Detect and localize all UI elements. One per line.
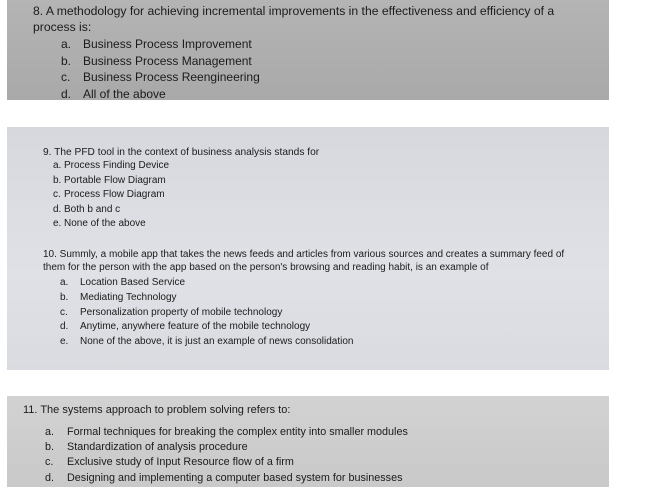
option-text: None of the above, it is just an example of news consolidation xyxy=(80,336,354,348)
question-8-card xyxy=(7,0,609,100)
option-text: Mediating Technology xyxy=(80,291,177,303)
question-10-options xyxy=(60,276,354,350)
option-item xyxy=(60,306,354,321)
option-letter: d. xyxy=(60,321,69,333)
option-item xyxy=(53,174,169,189)
question-9-options xyxy=(53,159,169,232)
option-letter: b. xyxy=(61,53,72,68)
option-item xyxy=(60,320,354,335)
option-letter: a. xyxy=(60,277,69,288)
option-text: Personalization property of mobile technology xyxy=(80,306,283,318)
option-item xyxy=(45,425,408,440)
option-text: Process Flow Diagram xyxy=(64,189,165,201)
option-text: Formal techniques for breaking the complex entity into smaller modules xyxy=(67,426,408,438)
option-item xyxy=(45,440,408,455)
option-text: Location Based Service xyxy=(80,277,186,288)
option-item xyxy=(45,471,408,486)
option-letter: d. xyxy=(45,471,55,484)
option-text: Standardization of analysis procedure xyxy=(67,441,248,454)
question-10-text: 10. Summly, a mobile app that takes the news feeds and articles from various sources and creates a summary feed of them for the person with the app based on the person's browsing and reading habit, is an example of xyxy=(43,249,565,273)
question-8-text: 8. A methodology for achieving incremental improvements in the effectiveness and efficiency of a process is: xyxy=(33,4,555,34)
option-letter: a. xyxy=(61,37,72,51)
option-text: Business Process Management xyxy=(83,53,252,68)
option-item xyxy=(53,159,169,174)
option-letter: c. xyxy=(45,456,54,469)
option-item xyxy=(45,455,408,470)
option-text: Anytime, anywhere feature of the mobile technology xyxy=(80,321,311,333)
option-item xyxy=(53,217,169,232)
option-text: Business Process Reengineering xyxy=(83,70,260,84)
option-item xyxy=(61,86,260,101)
option-letter: b. xyxy=(53,174,62,186)
option-item xyxy=(61,69,260,86)
option-text: Both b and c xyxy=(64,203,121,215)
option-letter: c. xyxy=(53,189,61,201)
question-9-10-card xyxy=(7,127,609,370)
option-letter: b. xyxy=(60,291,69,303)
option-item xyxy=(61,36,260,53)
option-text: None of the above xyxy=(64,218,146,230)
option-item xyxy=(53,203,169,218)
option-letter: e. xyxy=(60,336,69,348)
question-11-card xyxy=(7,396,609,487)
option-item xyxy=(60,335,354,350)
option-item xyxy=(60,291,354,306)
option-letter: c. xyxy=(61,70,71,84)
option-letter: e. xyxy=(53,218,62,230)
option-text: Portable Flow Diagram xyxy=(64,174,166,186)
option-item xyxy=(53,188,169,203)
option-text: Process Finding Device xyxy=(64,160,170,171)
option-text: Designing and implementing a computer based system for businesses xyxy=(67,471,403,484)
option-letter: a. xyxy=(53,160,62,171)
question-9-text: 9. The PFD tool in the context of business analysis stands for xyxy=(43,147,320,158)
option-item xyxy=(61,53,260,70)
option-text: Exclusive study of Input Resource flow of a firm xyxy=(67,456,294,469)
option-letter: c. xyxy=(60,306,68,318)
option-text: Business Process Improvement xyxy=(83,37,252,51)
option-letter: a. xyxy=(45,426,55,438)
option-text: All of the above xyxy=(83,86,166,100)
question-11-text: 11. The systems approach to problem solving refers to: xyxy=(23,404,291,416)
question-11-options xyxy=(45,425,408,486)
question-8-options xyxy=(61,36,260,100)
option-letter: d. xyxy=(61,86,72,100)
option-letter: b. xyxy=(45,441,55,454)
option-item xyxy=(60,276,354,291)
option-letter: d. xyxy=(53,203,62,215)
